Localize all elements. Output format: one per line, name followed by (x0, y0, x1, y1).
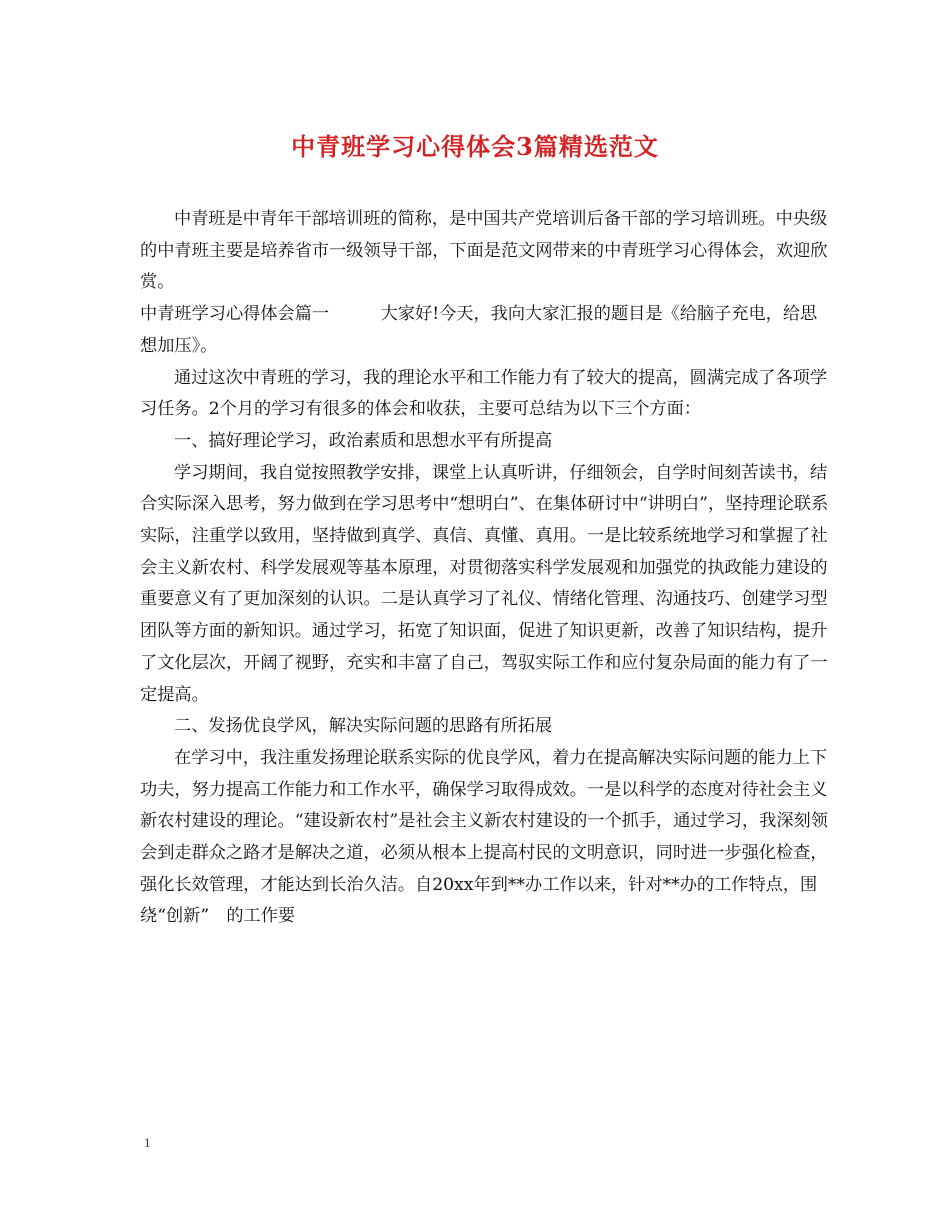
page-number: 1 (144, 1135, 151, 1150)
paragraph: 中青班是中青年干部培训班的简称，是中国共产党培训后备干部的学习培训班。中央级的中青班主要是培养省市一级领导干部，下面是范文网带来的中青班学习心得体会，欢迎欣赏。 (140, 209, 828, 293)
section-heading: 二、发扬优良学风，解决实际问题的思路有所拓展 (174, 716, 553, 737)
section-heading: 一、搞好理论学习，政治素质和思想水平有所提高 (174, 430, 553, 451)
paragraph: 在学习中，我注重发扬理论联系实际的优良学风，着力在提高解决实际问题的能力上下功夫，努力提高工作能力和工作水平，确保学习取得成效。一是以科学的态度对待社会主义新农村建设的理论。“建设新农村”是社会主义新农村建设的一个抓手，通过学习，我深刻领会到走群众之路才是解决之道，必须从根本上提高村民的文明意识，同时进一步强化检查，强化长效管理，才能达到长治久洁。自20xx年到**办工作以来，针对**办的工作特点，围绕“创新” 的工作要 (140, 747, 828, 927)
document-body (140, 204, 830, 933)
paragraph: 中青班学习心得体会篇一 大家好!今天，我向大家汇报的题目是《给脑子充电，给思想加压》。 (140, 304, 818, 356)
paragraph: 学习期间，我自觉按照教学安排，课堂上认真听讲，仔细领会，自学时间刻苦读书，结合实际深入思考，努力做到在学习思考中“想明白”、在集体研讨中“讲明白”，坚持理论联系实际，注重学以致用，坚持做到真学、真信、真懂、真用。一是比较系统地学习和掌握了社会主义新农村、科学发展观等基本原理，对贯彻落实科学发展观和加强党的执政能力建设的重要意义有了更加深刻的认识。二是认真学习了礼仪、情绪化管理、沟通技巧、创建学习型团队等方面的新知识。通过学习，拓宽了知识面，促进了知识更新，改善了知识结构，提升了文化层次，开阔了视野，充实和丰富了自己，驾驭实际工作和应付复杂局面的能力有了一定提高。 (140, 462, 829, 705)
paragraph: 通过这次中青班的学习，我的理论水平和工作能力有了较大的提高，圆满完成了各项学习任务。2个月的学习有很多的体会和收获，主要可总结为以下三个方面： (140, 367, 828, 420)
document-title: 中青班学习心得体会3篇精选范文 (291, 132, 659, 161)
